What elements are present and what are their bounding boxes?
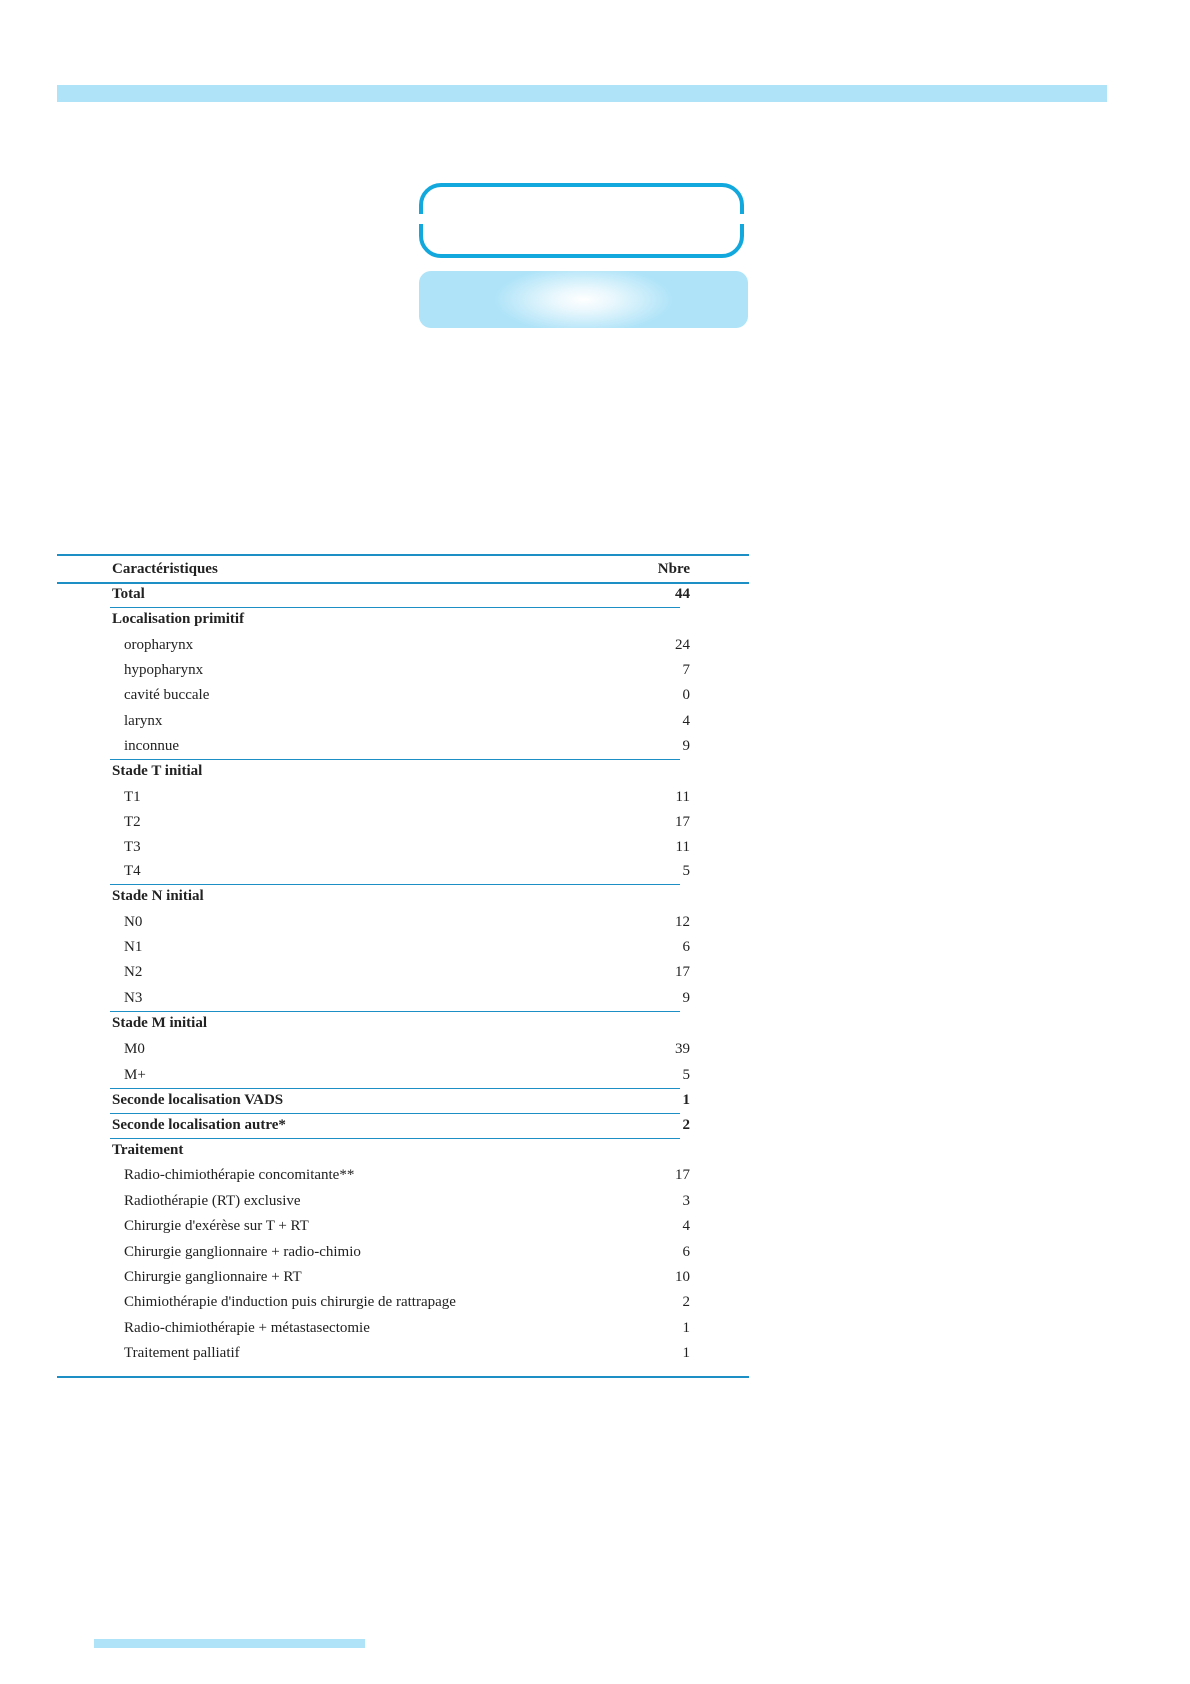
table-row [0, 1316, 1190, 1341]
table-row [0, 607, 1190, 632]
table-row [0, 1214, 1190, 1239]
row-value: 4 [682, 1218, 690, 1234]
row-label: N2 [124, 964, 143, 980]
row-value: 12 [675, 914, 690, 930]
table-row [0, 582, 1190, 607]
table-row [0, 1088, 1190, 1113]
row-label: N0 [124, 914, 143, 930]
row-value: 2 [682, 1117, 690, 1133]
row-label: N1 [124, 939, 143, 955]
table-row [0, 658, 1190, 683]
table-top-rule [57, 554, 749, 556]
table-row [0, 1290, 1190, 1315]
row-label: T4 [124, 863, 141, 879]
row-label: Radio-chimiothérapie concomitante** [124, 1167, 355, 1183]
row-value: 39 [675, 1041, 690, 1057]
title-frame-gap-right [738, 214, 746, 224]
row-value: 3 [682, 1193, 690, 1209]
table-row [0, 1063, 1190, 1088]
table-row [0, 835, 1190, 860]
table-row [0, 1189, 1190, 1214]
row-value: 6 [682, 939, 690, 955]
column-header-count: Nbre [657, 561, 690, 577]
table-row [0, 759, 1190, 784]
row-value: 1 [682, 1345, 690, 1361]
row-label: Radio-chimiothérapie + métastasectomie [124, 1320, 370, 1336]
row-value: 1 [682, 1320, 690, 1336]
table-row [0, 709, 1190, 734]
row-label: T1 [124, 789, 141, 805]
table-row [0, 859, 1190, 884]
row-value: 17 [675, 964, 690, 980]
row-label: Stade N initial [112, 888, 204, 904]
table-row [0, 1240, 1190, 1265]
table-row [0, 960, 1190, 985]
table-bottom-rule [57, 1376, 749, 1378]
table-row [0, 810, 1190, 835]
table-row [0, 986, 1190, 1011]
row-label: hypopharynx [124, 662, 204, 678]
row-label: T2 [124, 814, 141, 830]
table-row [0, 935, 1190, 960]
row-label: cavité buccale [124, 687, 210, 703]
row-value: 5 [682, 863, 690, 879]
row-value: 1 [682, 1092, 690, 1108]
row-label: larynx [124, 713, 163, 729]
row-value: 9 [682, 738, 690, 754]
table-row [0, 910, 1190, 935]
title-frame-gap-left [417, 214, 425, 224]
row-value: 6 [682, 1244, 690, 1260]
table-row [0, 884, 1190, 909]
row-label: Radiothérapie (RT) exclusive [124, 1193, 301, 1209]
row-label: Chirurgie ganglionnaire + RT [124, 1269, 302, 1285]
row-label: Seconde localisation autre* [112, 1117, 286, 1133]
row-label: M0 [124, 1041, 145, 1057]
row-label: N3 [124, 990, 143, 1006]
table-row [0, 683, 1190, 708]
table-row [0, 1138, 1190, 1163]
table-row [0, 1113, 1190, 1138]
row-value: 7 [682, 662, 690, 678]
row-label: Total [112, 586, 145, 602]
row-label: Chimiothérapie d'induction puis chirurgie de rattrapage [124, 1294, 456, 1310]
row-value: 9 [682, 990, 690, 1006]
row-label: Chirurgie d'exérèse sur T + RT [124, 1218, 309, 1234]
row-value: 5 [682, 1067, 690, 1083]
table-row [0, 633, 1190, 658]
row-value: 17 [675, 814, 690, 830]
row-value: 11 [675, 789, 690, 805]
table-row [0, 1037, 1190, 1062]
row-label: inconnue [124, 738, 179, 754]
subtitle-band [419, 271, 748, 328]
row-label: Traitement palliatif [124, 1345, 240, 1361]
row-value: 2 [682, 1294, 690, 1310]
row-label: oropharynx [124, 637, 194, 653]
table-header [0, 557, 1190, 582]
top-decorative-bar [57, 85, 1107, 102]
table-row [0, 1341, 1190, 1366]
table-row [0, 1265, 1190, 1290]
bottom-decorative-bar [94, 1639, 365, 1648]
title-frame [419, 183, 744, 258]
table-row [0, 734, 1190, 759]
table-row [0, 1163, 1190, 1188]
row-value: 4 [682, 713, 690, 729]
row-label: Stade M initial [112, 1015, 208, 1031]
row-label: Seconde localisation VADS [112, 1092, 284, 1108]
row-value: 44 [675, 586, 690, 602]
row-label: Chirurgie ganglionnaire + radio-chimio [124, 1244, 361, 1260]
row-label: Traitement [112, 1142, 184, 1158]
row-label: Stade T initial [112, 763, 203, 779]
row-label: M+ [124, 1067, 146, 1083]
row-value: 10 [675, 1269, 690, 1285]
row-value: 11 [675, 839, 690, 855]
column-header-characteristics: Caractéristiques [112, 561, 218, 577]
row-value: 0 [682, 687, 690, 703]
row-value: 24 [675, 637, 690, 653]
table-row [0, 1011, 1190, 1036]
row-value: 17 [675, 1167, 690, 1183]
row-label: Localisation primitif [112, 611, 245, 627]
table-row [0, 785, 1190, 810]
row-label: T3 [124, 839, 141, 855]
